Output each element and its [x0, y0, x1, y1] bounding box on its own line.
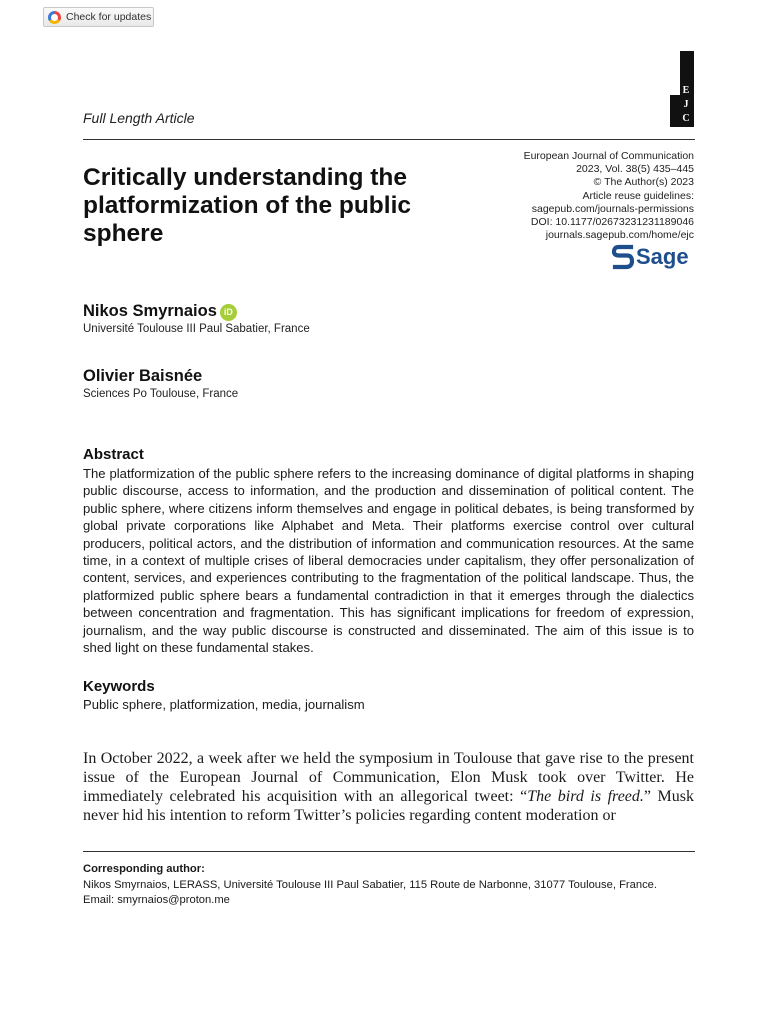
footnote-email[interactable]: Email: smyrnaios@proton.me	[83, 894, 230, 906]
check-for-updates-label: Check for updates	[66, 11, 152, 23]
reuse-guidelines-label: Article reuse guidelines:	[582, 189, 694, 202]
author-affiliation: Sciences Po Toulouse, France	[83, 388, 239, 400]
permissions-link[interactable]: sagepub.com/journals-permissions	[531, 202, 694, 215]
publisher-logo	[612, 242, 689, 272]
sage-s-icon	[612, 244, 634, 270]
orcid-icon[interactable]: iD	[220, 304, 237, 321]
body-tail: ” Musk never hid his intention to reform Twitter’s policies regarding content moderation or	[83, 788, 694, 824]
journal-name: European Journal of Communication	[523, 150, 694, 162]
author-name: Nikos Smyrnaios	[83, 302, 217, 320]
crossmark-icon	[48, 11, 61, 24]
journal-logo	[670, 51, 694, 127]
logo-letter-j: J	[683, 99, 689, 110]
journal-meta	[434, 150, 694, 242]
body-lead: In October 2022, a week after we held the symposium in Toulouse that gave rise to the present issue of the European Journal of Communication, Elon Musk took over Twitter. He immediately celebrated his acquisition with an allegorical tweet: “	[83, 750, 694, 805]
keywords-heading: Keywords	[83, 678, 155, 695]
publisher-name: Sage	[636, 244, 689, 269]
copyright-line: © The Author(s) 2023	[593, 176, 694, 189]
journal-homepage-link[interactable]: journals.sagepub.com/home/ejc	[545, 229, 694, 242]
corresponding-author-note	[83, 862, 703, 909]
logo-letter-e: E	[682, 85, 690, 96]
header-divider	[83, 139, 695, 140]
article-type: Full Length Article	[83, 110, 195, 126]
author-name: Olivier Baisnée	[83, 367, 203, 385]
article-title: Critically understanding the platformization of the public sphere	[83, 164, 412, 247]
abstract-heading: Abstract	[83, 446, 144, 463]
footnote-divider	[83, 851, 695, 852]
author-affiliation: Université Toulouse III Paul Sabatier, France	[83, 323, 310, 335]
logo-letter-c: C	[682, 113, 690, 124]
footnote-address: Nikos Smyrnaios, LERASS, Université Toulouse III Paul Sabatier, 115 Route de Narbonne, 31077 Toulouse, France.	[83, 878, 657, 891]
abstract-text: The platformization of the public sphere refers to the increasing dominance of digital platforms in shaping public discourse, access to information, and the production and dissemination of political content. The public sphere, where citizens inform themselves and engage in political debates, is being transformed by global private corporations like Alphabet and Meta. Their platforms exercise control over cultural producers, political actors, and the distribution of information and communication resources. At the same time, in a context of multiple crises of liberal democracies under capitalism, they offer personalization of content, services, and experiences contributing to the fragmentation of the political landscape. Thus, the platformized public sphere bears a fundamental contradiction in that it emerges through the dialectics between concentration and fragmentation. This has significant implications for freedom of expression, journalism, and the way public discourse is constructed and disseminated. The aim of this issue is to shed light on these fundamental stakes.	[83, 466, 694, 656]
check-for-updates-button[interactable]	[43, 7, 154, 27]
doi-link[interactable]: DOI: 10.1177/02673231231189046	[530, 216, 694, 229]
journal-volume: 2023, Vol. 38(5) 435–445	[576, 163, 694, 176]
body-quote: The bird is freed.	[527, 788, 644, 805]
footnote-heading: Corresponding author:	[83, 863, 205, 875]
keywords-text: Public sphere, platformization, media, journalism	[83, 697, 365, 712]
body-paragraph	[83, 749, 694, 825]
author-block-1	[83, 302, 237, 321]
